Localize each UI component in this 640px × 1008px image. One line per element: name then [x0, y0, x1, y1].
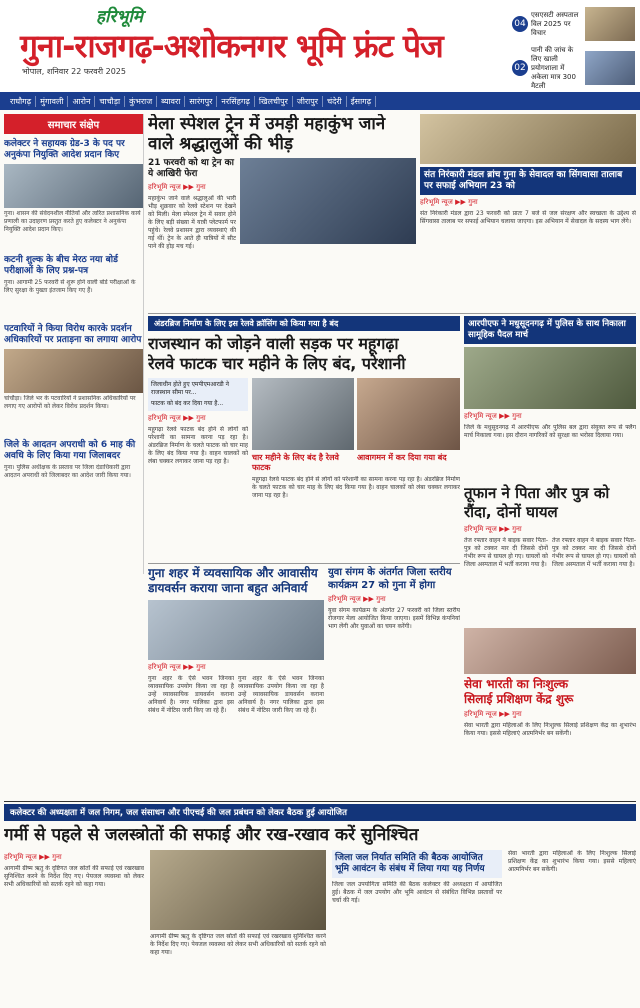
- side-body: जिला जल उपयोगिता समिति की बैठक कलेक्टर की अध्यक्षता में आयोजित हुई। बैठक में जल उपयोग और भूमि आवंटन से संबंधित विभिन्न प्रस्तावों पर चर्चा की गई।: [332, 881, 502, 904]
- sewing-story: [464, 628, 636, 798]
- story-photo: [150, 850, 326, 930]
- story-headline[interactable]: गर्मी से पहले से जलस्त्रोतों की सफाई और रख-रखाव करें सुनिश्चित: [4, 825, 419, 845]
- nav-item[interactable]: ईसागढ़: [347, 96, 376, 107]
- nav-item[interactable]: राघौगढ़: [6, 96, 36, 107]
- story-headline-line2[interactable]: सिलाई प्रशिक्षण केंद्र शुरू: [464, 692, 574, 706]
- story-headline-line2[interactable]: रेलवे फाटक चार महीने के लिए बंद, परेशानी: [148, 354, 406, 373]
- byline: हरिभूमि न्यूज ▶▶ गुना: [464, 412, 522, 420]
- story-body: सेवा भारती द्वारा महिलाओं के लिए निःशुल्क सिलाई प्रशिक्षण केंद्र का शुभारंभ किया गया। इससे महिलाएं आत्मनिर्भर बन सकेंगी।: [464, 722, 636, 737]
- brief-headline[interactable]: कटनी शुल्क के बीच मेरठ नया बोर्ड परीक्षाओं के लिए प्रश्न-पत्र: [4, 255, 118, 276]
- teaser-number: 04: [512, 16, 528, 32]
- teaser-text: पानी की जांच के लिए खाली प्रयोगशाला में अकेला मात्र 300 मैटली: [531, 45, 576, 90]
- story-headline-line1[interactable]: राजस्थान को जोड़ने वाली सड़क पर महूगढ़ा: [148, 334, 399, 353]
- byline: हरिभूमि न्यूज ▶▶ गुना: [4, 853, 62, 861]
- bullet-item: फाटक को बंद कर दिया गया है...: [151, 400, 224, 407]
- brand-logo: हरिभूमि: [96, 7, 143, 27]
- divider: [4, 801, 636, 802]
- bullet-box: [148, 378, 248, 411]
- nav-item[interactable]: जीरापुर: [293, 96, 323, 107]
- water-meeting-story: [4, 804, 636, 1004]
- story-headline-line2[interactable]: कार्यक्रम 27 को गुना में होगा: [328, 580, 436, 591]
- byline: हरिभूमि न्यूज ▶▶ गुना: [328, 595, 386, 603]
- youth-sangam-story: [328, 566, 460, 798]
- story-body: महूगढ़ा रेलवे फाटक बंद होने से लोगों को परेशानी का सामना करना पड़ रहा है। अंडरब्रिज निर्माण के चलते फाटक को चार माह के लिए बंद किया गया है। वाहन चालकों को लंबा चक्कर लगाकर जाना पड़ रहा है।: [252, 476, 460, 499]
- story-body: आगामी ग्रीष्म ऋतु के दृष्टिगत जल स्रोतों की सफाई एवं रखरखाव सुनिश्चित करने के निर्देश दिए गए। पेयजल व्यवस्था को लेकर सभी अधिकारियों को सतर्क रहने को कहा गया।: [4, 865, 144, 888]
- lead-headline[interactable]: मेला स्पेशल ट्रेन में उमड़ी महाकुंभ जाने वाले श्रद्धालुओं की भीड़: [148, 114, 386, 154]
- nav-item[interactable]: नरसिंहगढ़: [217, 96, 254, 107]
- brief-body: गुना। शासन की संवेदनशील नीतियों और त्वरित प्रशासनिक कार्य प्रणाली का उदाहरण प्रस्तुत करते हुए कलेक्टर ने अनुकंपा नियुक्ति आदेश प्रदान किए।: [4, 210, 141, 233]
- brief-body: चांचौड़ा। जिले भर के पटवारियों ने प्रशासनिक अधिकारियों पर लगाए गए आरोपों को लेकर विरोध प्रदर्शन किया।: [4, 395, 136, 410]
- section-nav: [0, 92, 640, 110]
- lead-body: महाकुंभ जाने वाले श्रद्धालुओं की भारी भीड़ शुक्रवार को रेलवे स्टेशन पर देखने को मिली। मेला स्पेशल ट्रेन में सवार होने के लिए बड़ी संख्या में यात्री प्लेटफार्म पर पहुंचे। रेलवे प्रशासन द्वारा व्यवस्थाएं की गई थीं। ट्रेन के आते ही यात्रियों में सीट पाने की होड़ मच गई।: [148, 195, 236, 250]
- story-headline-line2[interactable]: डायवर्सन कराया जाना बहुत अनिवार्य: [148, 581, 308, 595]
- side-headline[interactable]: जिला जल निर्यात समिति की बैठक आयोजित भूमि आवंटन के संबंध में लिया गया यह निर्णय: [332, 850, 502, 878]
- story-body: युवा संगम कार्यक्रम के अंतर्गत 27 फरवरी को जिला स्तरीय रोजगार मेला आयोजित किया जाएगा। इसमें विभिन्न कंपनियां भाग लेंगी और युवाओं का चयन करेंगी।: [328, 607, 460, 630]
- story-photo: [357, 378, 460, 450]
- storm-story: [464, 484, 636, 624]
- story-body: जिले के मधुसूदनगढ़ में आरपीएफ और पुलिस बल द्वारा संयुक्त रूप से फ्लैग मार्च निकाला गया। इस दौरान नागरिकों को सुरक्षा का भरोसा दिलाया गया।: [464, 424, 636, 439]
- story-photo: [464, 347, 636, 409]
- story-body: संत निरंकारी मंडल द्वारा 23 फरवरी को प्रातः 7 बजे से जल संरक्षण और स्वच्छता के उद्देश्य से सिंगवासा तालाब पर सफाई अभियान चलाया जाएगा। इस अभियान में सेवादल के सदस्य भाग लेंगे।: [420, 210, 636, 225]
- news-brief-sidebar: [4, 114, 144, 574]
- nav-item[interactable]: खिलचीपुर: [255, 96, 293, 107]
- story-body: गुना शहर के ऐसे भवन जिनका व्यावसायिक उपयोग किया जा रहा है उन्हें व्यावसायिक डायवर्सन कराना अनिवार्य है। नगर पालिका द्वारा इस संबंध में नोटिस जारी किए जा रहे हैं।: [238, 675, 324, 714]
- brief-body: गुना। पुलिस अधीक्षक के प्रस्ताव पर जिला दंडाधिकारी द्वारा आदतन अपराधी को जिलाबदर का आदेश जारी किया गया।: [4, 464, 131, 479]
- byline: हरिभूमि न्यूज ▶▶ गुना: [148, 414, 206, 422]
- brief-headline[interactable]: पटवारियों ने किया विरोध कारके प्रदर्शन अधिकारियों पर प्रताड़ना का लगाया आरोप: [4, 324, 142, 345]
- byline: हरिभूमि न्यूज ▶▶ गुना: [420, 198, 478, 206]
- divider: [148, 563, 460, 564]
- brief-photo: [4, 164, 143, 208]
- teaser-photo: [585, 7, 635, 41]
- byline: हरिभूमि न्यूज ▶▶ गुना: [464, 525, 522, 533]
- photo-caption: आवागमन में कर दिया गया बंद: [357, 453, 447, 462]
- nav-item[interactable]: मुंगावली: [36, 96, 68, 107]
- teaser-2[interactable]: [512, 45, 636, 90]
- byline: हरिभूमि न्यूज ▶▶ गुना: [464, 710, 522, 718]
- story-headline[interactable]: आरपीएफ ने मधुसूदनगढ़ में पुलिस के साथ निकाला सामूहिक पैदल मार्च: [464, 316, 636, 344]
- nav-item[interactable]: आरोन: [68, 96, 95, 107]
- story-body: महूगढ़ा रेलवे फाटक बंद होने से लोगों को परेशानी का सामना करना पड़ रहा है। अंडरब्रिज निर्माण के चलते फाटक को चार माह के लिए बंद किया गया है। वाहन चालकों को लंबा चक्कर लगाकर जाना पड़ रहा है।: [148, 426, 248, 465]
- brief-photo: [4, 349, 143, 393]
- teaser-photo: [585, 51, 635, 85]
- masthead-area: [0, 0, 640, 92]
- brief-body: गुना। आगामी 25 फरवरी से शुरू होने वाली बोर्ड परीक्षाओं के लिए सुरक्षा के पुख्ता इंतजाम किए गए हैं।: [4, 279, 136, 294]
- teaser-text: एसएसटी अस्पताल विल 2025 पर विचार: [531, 10, 579, 37]
- right-story-2: [464, 316, 636, 480]
- brief-headline[interactable]: जिले के आदतन अपराधी को 6 माह की अवधि के लिए किया गया जिलाबदर: [4, 440, 136, 461]
- story-photo: [252, 378, 354, 450]
- nav-item[interactable]: कुंभराज: [125, 96, 157, 107]
- byline: हरिभूमि न्यूज ▶▶ गुना: [148, 663, 206, 671]
- nav-item[interactable]: सारंगपुर: [185, 96, 217, 107]
- teaser-number: 02: [512, 60, 528, 76]
- lead-photo: [240, 158, 416, 244]
- story-body: तेज रफ्तार वाहन ने बाइक सवार पिता-पुत्र को टक्कर मार दी जिससे दोनों गंभीर रूप से घायल हो गए। घायलों को जिला अस्पताल में भर्ती कराया गया है।: [464, 537, 548, 568]
- story-photo: [464, 628, 636, 674]
- page-title: गुना-राजगढ़-अशोकनगर भूमि फ्रंट पेज: [20, 27, 443, 65]
- story-kicker: कलेक्टर की अध्यक्षता में जल निगम, जल संसाधन और पीएचई की जल प्रबंधन को लेकर बैठक हुई आयोजित: [4, 804, 636, 821]
- story-headline-line1[interactable]: युवा संगम के अंतर्गत जिला स्तरीय: [328, 567, 452, 578]
- story-photo: [420, 114, 636, 164]
- story-headline-line1[interactable]: सेवा भारती का निःशुल्क: [464, 677, 569, 691]
- story-headline[interactable]: तूफान ने पिता और पुत्र को रौंदा, दोनों घायल: [464, 484, 610, 521]
- story-body: गुना शहर के ऐसे भवन जिनका व्यावसायिक उपयोग किया जा रहा है उन्हें व्यावसायिक डायवर्सन कराना अनिवार्य है। नगर पालिका द्वारा इस संबंध में नोटिस जारी किए जा रहे हैं।: [148, 675, 234, 714]
- teaser-1[interactable]: [512, 4, 636, 44]
- story-headline-line1[interactable]: गुना शहर में व्यवसायिक और आवासीय: [148, 566, 318, 580]
- byline: हरिभूमि न्यूज ▶▶ गुना: [148, 183, 206, 191]
- brief-headline[interactable]: कलेक्टर ने सहायक ग्रेड-3 के पद पर अनुकंपा नियुक्ति आदेश प्रदान किए: [4, 139, 125, 160]
- divider: [148, 313, 636, 314]
- story-body: आगामी ग्रीष्म ऋतु के दृष्टिगत जल स्रोतों की सफाई एवं रखरखाव सुनिश्चित करने के निर्देश दिए गए। पेयजल व्यवस्था को लेकर सभी अधिकारियों को सतर्क रहने को कहा गया।: [150, 933, 326, 956]
- sidebar-title: समाचार संक्षेप: [4, 114, 143, 134]
- lead-story: [148, 114, 416, 310]
- nav-item[interactable]: चाचौड़ा: [95, 96, 125, 107]
- story-body: तेज रफ्तार वाहन ने बाइक सवार पिता-पुत्र को टक्कर मार दी जिससे दोनों गंभीर रूप से घायल हो गए। घायलों को जिला अस्पताल में भर्ती कराया गया है।: [552, 537, 636, 568]
- story-body: सेवा भारती द्वारा महिलाओं के लिए निःशुल्क सिलाई प्रशिक्षण केंद्र का शुभारंभ किया गया। इससे महिलाएं आत्मनिर्भर बन सकेंगी।: [508, 850, 636, 873]
- story-headline[interactable]: संत निरंकारी मंडल ब्रांच गुना के सेवादल का सिंगवासा तालाब पर सफाई अभियान 23 को: [420, 167, 636, 195]
- rail-crossing-story: [148, 316, 460, 560]
- diversion-story: [148, 566, 324, 798]
- photo-caption: चार महीने के लिए बंद है रेलवे फाटक: [252, 453, 339, 472]
- story-photo: [148, 600, 324, 660]
- nav-item[interactable]: ब्यावरा: [157, 96, 185, 107]
- nav-item[interactable]: चंदेरी: [323, 96, 347, 107]
- dateline: भोपाल, शनिवार 22 फरवरी 2025: [22, 67, 126, 76]
- bullet-item: जिलाधीन होते हुए एमपीएमआरडी ने राजस्थान सीमा पर...: [151, 381, 229, 396]
- lead-subhead: 21 फरवरी को था ट्रेन का ये आखिरी फेरा: [148, 158, 234, 179]
- right-story-1: [420, 114, 636, 310]
- story-kicker: अंडरब्रिज निर्माण के लिए इस रेलवे क्रॉसिंग को किया गया है बंद: [148, 316, 460, 331]
